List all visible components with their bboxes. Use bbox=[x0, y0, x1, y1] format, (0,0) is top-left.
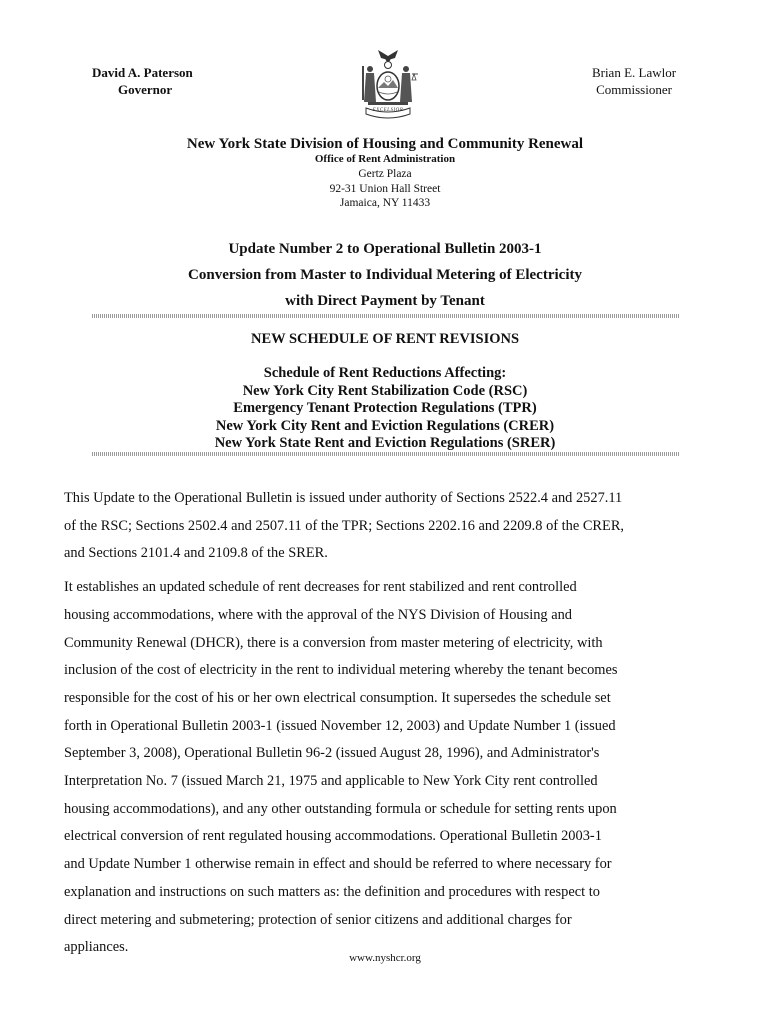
schedule-line: Emergency Tenant Protection Regulations (TPR) bbox=[233, 400, 537, 416]
schedule-line: Schedule of Rent Reductions Affecting: bbox=[263, 365, 507, 381]
address-line: Jamaica, NY 11433 bbox=[339, 197, 431, 209]
address-line: Gertz Plaza bbox=[358, 168, 412, 180]
agency-name: New York State Division of Housing and Community Renewal bbox=[186, 136, 584, 152]
title-line-3: with Direct Payment by Tenant bbox=[285, 293, 485, 309]
governor-block bbox=[92, 64, 193, 98]
body-text bbox=[64, 485, 714, 968]
footer-url[interactable]: www.nyshcr.org bbox=[349, 952, 421, 964]
state-seal bbox=[340, 42, 436, 126]
title-line-2: Conversion from Master to Individual Metering of Electricity bbox=[188, 267, 582, 283]
schedule-list bbox=[0, 365, 770, 453]
address-line: 92-31 Union Hall Street bbox=[329, 182, 441, 195]
seal-motto-graphic: EXCELSIOR bbox=[372, 108, 404, 113]
commissioner-name: Brian E. Lawlor bbox=[591, 65, 677, 80]
governor-name: David A. Paterson bbox=[92, 65, 193, 80]
governor-title: Governor bbox=[118, 82, 173, 97]
document-title bbox=[0, 236, 770, 314]
divider-bottom bbox=[92, 452, 680, 456]
title-line-1: Update Number 2 to Operational Bulletin 2003-1 bbox=[228, 241, 542, 257]
schedule-heading: NEW SCHEDULE OF RENT REVISIONS bbox=[250, 331, 520, 347]
commissioner-title: Commissioner bbox=[596, 82, 672, 97]
divider-top bbox=[92, 314, 680, 318]
body-paragraph-2: It establishes an updated schedule of rent decreases for rent stabilized and rent controlled housing accommodations, where with the approval of the NYS Division of Housing and Community Renewal (DHCR), there is a conversion from master metering of electricity, with inclusion of the cost of electricity in the rent to individual metering whereby the tenant becomes responsible for the cost of his or her own electrical consumption. It supersedes the schedule set forth in Operational Bulletin 2003-1 (issued November 12, 2003) and Update Number 1 (issued September 3, 2008), Operational Bulletin 96-2 (issued August 28, 1996), and Administrator's Interpretation No. 7 (issued March 21, 1975 and applicable to New York City rent controlled housing accommodations), and any other outstanding formula or schedule for setting rents upon electrical conversion of rent regulated housing accommodations. Operational Bulletin 2003-1 and Update Number 1 otherwise remain in effect and should be referred to where necessary for explanation and instructions on such matters as: the definition and procedures with respect to direct metering and submetering; protection of senior citizens and additional charges for appliances. bbox=[64, 579, 618, 956]
body-paragraph-1: This Update to the Operational Bulletin is issued under authority of Sections 2522.4 and 2527.11 of the RSC; Sections 2502.4 and 2507.11 of the TPR; Sections 2202.16 and 2209.8 of the CRER, and Sections 2101.4 and 2109.8 of the SRER. bbox=[64, 490, 625, 562]
agency-address bbox=[0, 167, 770, 211]
commissioner-block bbox=[586, 64, 682, 98]
schedule-line: New York City Rent and Eviction Regulations (CRER) bbox=[215, 417, 555, 434]
schedule-line: New York State Rent and Eviction Regulations (SRER) bbox=[214, 435, 556, 451]
office-name: Office of Rent Administration bbox=[314, 153, 456, 165]
schedule-line: New York City Rent Stabilization Code (RSC) bbox=[242, 382, 528, 399]
